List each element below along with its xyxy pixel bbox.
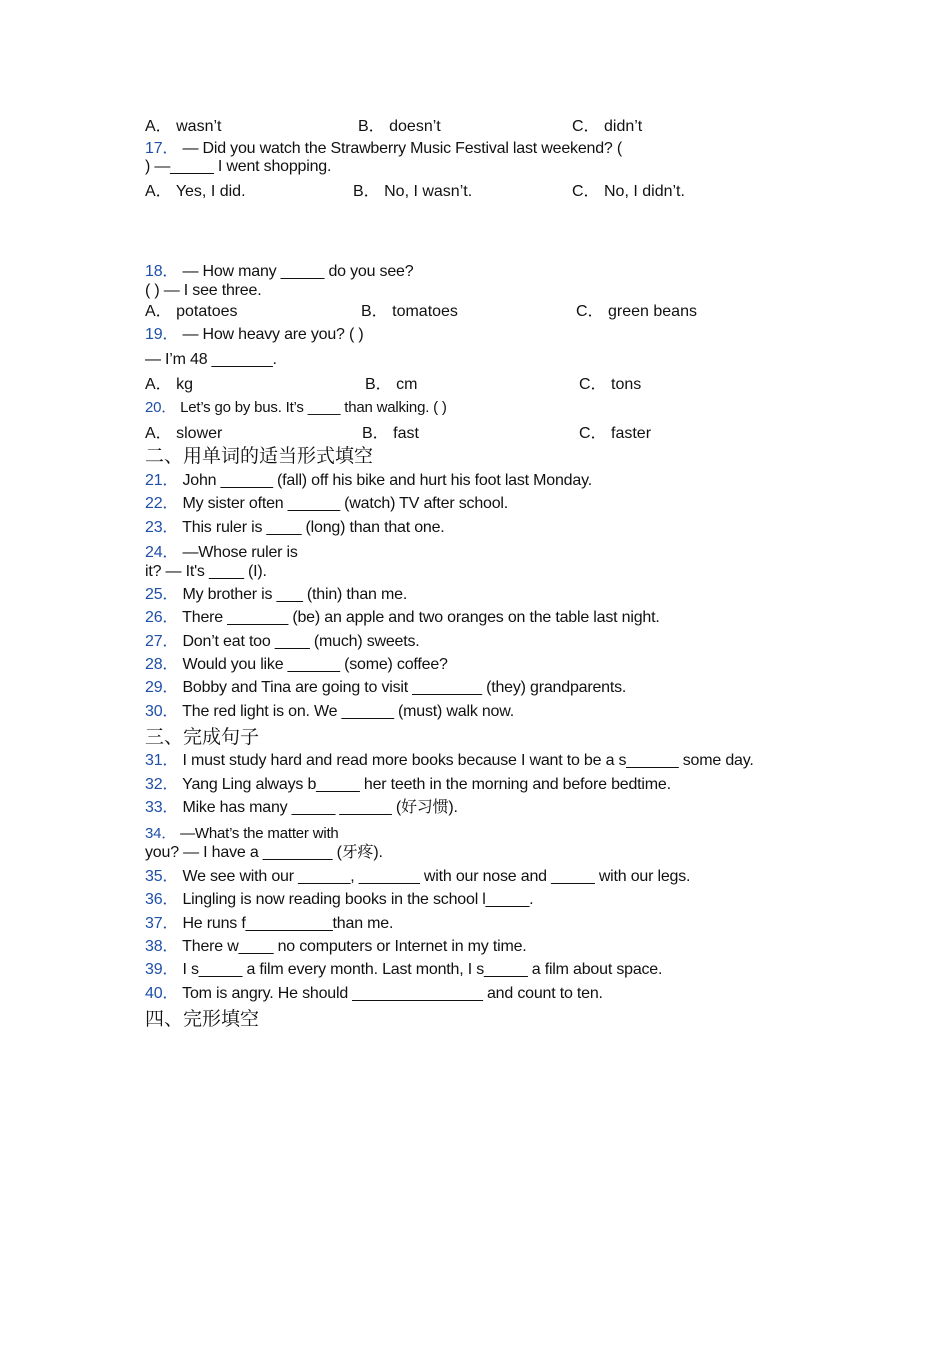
question-18: [145, 262, 413, 282]
question-text: — How heavy are you? ( ): [182, 326, 364, 343]
question-number: 17．: [145, 140, 179, 157]
section-heading-3: 三、完成句子: [145, 726, 260, 748]
question-20: [145, 398, 447, 418]
list-item: 36． Lingling is now reading books in the school l_____.: [145, 891, 534, 908]
q19-option-c: C． tons: [579, 376, 642, 393]
list-item: 26． There _______ (be) an apple and two oranges on the table last night.: [145, 609, 660, 626]
section-heading-4: 四、完形填空: [145, 1008, 260, 1030]
list-item: 30． The red light is on. We ______ (must) walk now.: [145, 703, 514, 720]
question-17-line2: ) —_____ I went shopping.: [145, 158, 332, 175]
list-item: 21． John ______ (fall) off his bike and hurt his foot last Monday.: [145, 472, 592, 489]
list-item: 31． I must study hard and read more books because I want to be a s______ some day.: [145, 752, 754, 769]
list-item: 25． My brother is ___ (thin) than me.: [145, 586, 408, 603]
q20-option-c: C． faster: [579, 425, 652, 442]
question-19-line2: — I’m 48 _______.: [145, 351, 277, 368]
question-18-line2: ( ) — I see three.: [145, 282, 262, 299]
list-item: 28． Would you like ______ (some) coffee?: [145, 656, 448, 673]
list-item: 39． I s_____ a film every month. Last month, I s_____ a film about space.: [145, 961, 663, 978]
section-heading-2: 二、用单词的适当形式填空: [145, 445, 374, 467]
question-text: — Did you watch the Strawberry Music Festival last weekend? (: [182, 140, 622, 157]
list-item: it? — It's ____ (I).: [145, 563, 267, 580]
list-item: 29． Bobby and Tina are going to visit ________ (they) grandparents.: [145, 679, 627, 696]
list-item: 33． Mike has many _____ ______ (好习惯).: [145, 799, 458, 816]
list-item: 32． Yang Ling always b_____ her teeth in the morning and before bedtime.: [145, 776, 671, 793]
q17-option-a: A． Yes, I did.: [145, 183, 246, 200]
q19-option-a: A． kg: [145, 376, 194, 393]
q18-option-c: C． green beans: [576, 303, 697, 320]
q16-option-c: C． didn’t: [572, 118, 643, 135]
q20-option-a: A． slower: [145, 425, 223, 442]
list-item: 27． Don’t eat too ____ (much) sweets.: [145, 633, 420, 650]
q16-option-a: A． wasn’t: [145, 118, 222, 135]
q19-option-b: B． cm: [365, 376, 418, 393]
list-item: 37． He runs f__________than me.: [145, 915, 394, 932]
question-number: 19．: [145, 326, 179, 343]
question-text: — How many _____ do you see?: [182, 263, 414, 280]
list-item: you? — I have a ________ (牙疼).: [145, 844, 383, 861]
question-19: [145, 325, 364, 345]
q18-option-b: B． tomatoes: [361, 303, 458, 320]
list-item: 22． My sister often ______ (watch) TV after school.: [145, 495, 509, 512]
question-number: 20．: [145, 399, 177, 416]
list-item: 24． —Whose ruler is: [145, 544, 298, 561]
q17-option-c: C． No, I didn’t.: [572, 183, 685, 200]
question-17: [145, 139, 622, 159]
list-item: 34． —What’s the matter with: [145, 825, 339, 842]
question-number: 18．: [145, 263, 179, 280]
q18-option-a: A． potatoes: [145, 303, 238, 320]
list-item: 23． This ruler is ____ (long) than that one.: [145, 519, 445, 536]
list-item: 35． We see with our ______, _______ with our nose and _____ with our legs.: [145, 868, 691, 885]
question-text: Let’s go by bus. It’s ____ than walking. ( ): [180, 399, 447, 416]
q17-option-b: B． No, I wasn’t.: [353, 183, 473, 200]
list-item: 40． Tom is angry. He should _______________ and count to ten.: [145, 985, 603, 1002]
q20-option-b: B． fast: [362, 425, 419, 442]
list-item: 38． There w____ no computers or Internet in my time.: [145, 938, 527, 955]
q16-option-b: B． doesn’t: [358, 118, 441, 135]
